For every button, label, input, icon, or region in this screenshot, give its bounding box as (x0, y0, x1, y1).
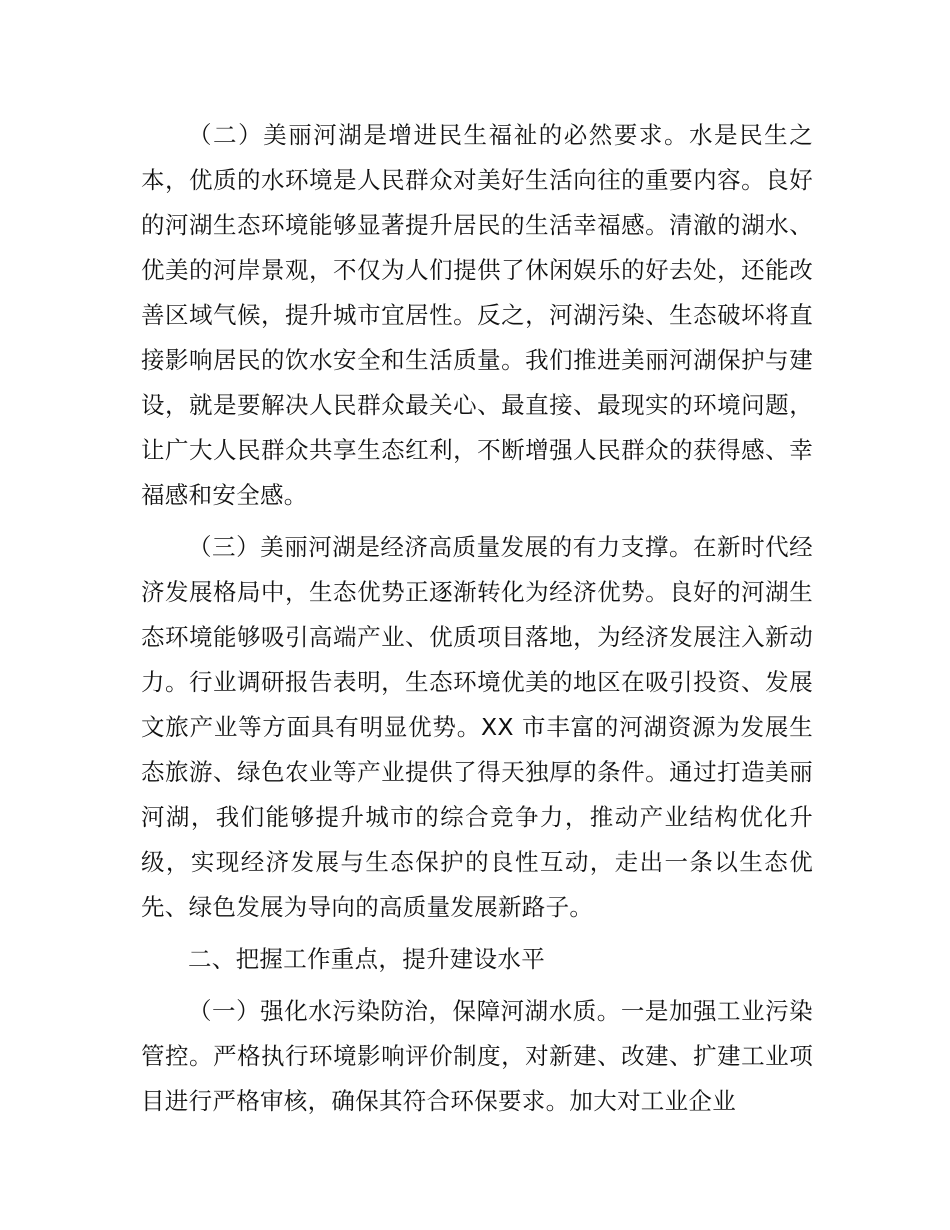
document-body (141, 113, 813, 1131)
paragraph-livelihood: （二）美丽河湖是增进民生福祉的必然要求。水是民生之本，优质的水环境是人民群众对美好生活向往的重要内容。良好的河湖生态环境能够显著提升居民的生活幸福感。清澈的湖水、优美的河岸景观，不仅为人们提供了休闲娱乐的好去处，还能改善区域气候，提升城市宜居性。反之，河湖污染、生态破坏将直接影响居民的饮水安全和生活质量。我们推进美丽河湖保护与建设，就是要解决人民群众最关心、最直接、最现实的环境问题，让广大人民群众共享生态红利，不断增强人民群众的获得感、幸福感和安全感。 (141, 121, 813, 509)
section-heading: 二、把握工作重点，提升建设水平 (188, 945, 545, 973)
paragraph-pollution-control: （一）强化水污染防治，保障河湖水质。一是加强工业污染管控。严格执行环境影响评价制度，对新建、改建、扩建工业项目进行严格审核，确保其符合环保要求。加大对工业企业 (141, 997, 813, 1115)
paragraph-economy: （三）美丽河湖是经济高质量发展的有力支撑。在新时代经济发展格局中，生态优势正逐渐转化为经济优势。良好的河湖生态环境能够吸引高端产业、优质项目落地，为经济发展注入新动力。行业调研报告表明，生态环境优美的地区在吸引投资、发展文旅产业等方面具有明显优势。XX 市丰富的河湖资源为发展生态旅游、绿色农业等产业提供了得天独厚的条件。通过打造美丽河湖，我们能够提升城市的综合竞争力，推动产业结构优化升级，实现经济发展与生态保护的良性互动，走出一条以生态优先、绿色发展为导向的高质量发展新路子。 (141, 533, 813, 921)
